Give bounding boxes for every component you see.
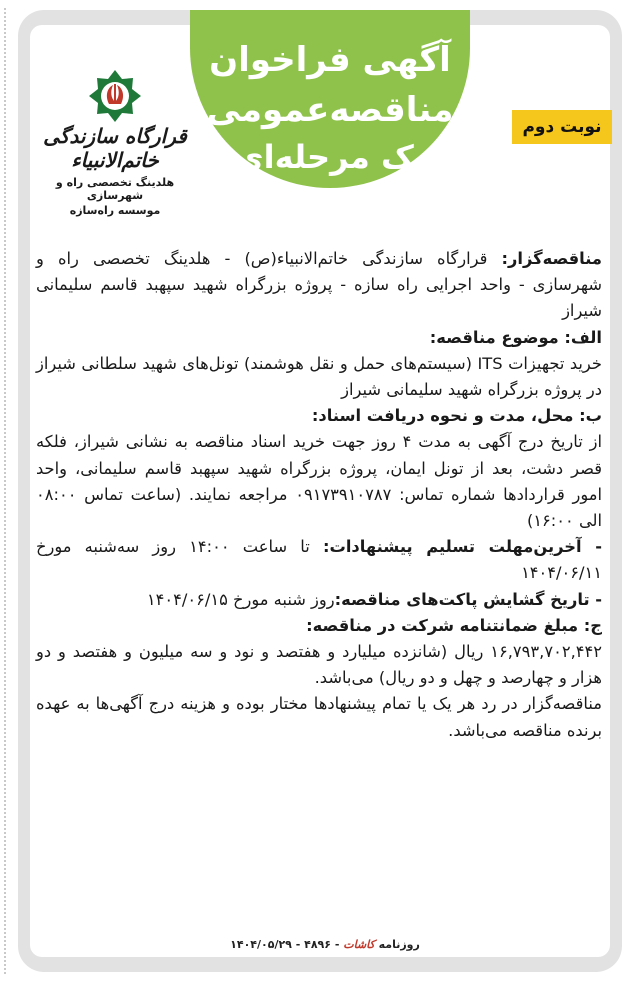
opening-paragraph	[36, 587, 602, 613]
emblem-icon	[87, 68, 143, 124]
title-line-1: آگهی فراخوان	[209, 40, 451, 80]
guarantee-text: ۱۶,۷۹۳,۷۰۲,۴۴۲ ریال (شانزده میلیارد و هفتصد و نود و سه میلیون و هفتصد و دو هزار و چهارصد و چهل و دو ریال) می‌باشد.	[36, 642, 602, 688]
deadline-paragraph	[36, 534, 602, 586]
organizer-text: قرارگاه سازندگی خاتم‌الانبیاء(ص) - هلدینگ تخصصی راه و شهرسازی - واحد اجرایی راه سازه - پروژه بزرگراه شهید سپهبد قاسم سلیمانی شیراز	[36, 249, 602, 321]
logo-subtitle-1: هلدینگ تخصصی راه و شهرسازی	[55, 176, 175, 202]
place-text: از تاریخ درج آگهی به مدت ۴ روز جهت خرید اسناد مناقصه به نشانی شیراز، فلکه قصر دشت، بعد از تونل ایمان، پروژه بزرگراه شهید سپهبد قاسم سلیمانی، واحد امور قراردادها شماره تماس: ۰۹۱۷۳۹۱۰۷۸۷ مراجعه نمایند. (ساعت تماس ۰۸:۰۰ الی ۱۶:۰۰)	[36, 432, 602, 531]
subject-text: خرید تجهیزات ITS (سیستم‌های حمل و نقل هوشمند) تونل‌های شهید سلطانی شیراز در پروژه بزرگراه شهید سلیمانی شیراز	[36, 353, 602, 400]
organizer-paragraph	[36, 246, 602, 325]
place-heading: ب: محل، مدت و نحوه دریافت اسناد:	[311, 406, 602, 426]
logo-script: قرارگاه سازندگی خاتم‌الانبیاء	[43, 124, 187, 172]
title-line-3: یک مرحله‌ای	[234, 138, 426, 176]
opening-text: روز شنبه مورخ ۱۴۰۴/۰۶/۱۵	[146, 589, 335, 609]
deadline-text: تا ساعت ۱۴:۰۰ روز سه‌شنبه مورخ ۱۴۰۴/۰۶/۱۱	[36, 537, 602, 583]
logo-subtitle-2: موسسه راه‌سازه	[69, 204, 161, 217]
organization-logo	[40, 60, 190, 217]
organizer-label: مناقصه‌گزار:	[501, 249, 602, 268]
subject-heading: الف: موضوع مناقصه:	[429, 327, 602, 347]
title-banner	[190, 10, 470, 188]
footer-prefix: روزنامه	[378, 938, 420, 951]
closing-text: مناقصه‌گزار در رد هر یک یا تمام پیشنهادها مختار بوده و هزینه درج آگهی‌ها به عهده برنده مناقصه می‌باشد.	[36, 694, 602, 740]
publication-footer	[210, 938, 440, 951]
guarantee-heading: ج: مبلغ ضمانتنامه شرکت در مناقصه:	[306, 615, 602, 635]
title-line-2: مناقصه‌عمومی	[206, 90, 454, 130]
deadline-label: - آخرین‌مهلت تسلیم پیشنهادات:	[322, 537, 602, 557]
round-badge: نوبت دوم	[512, 110, 612, 144]
newspaper-name: کاشات	[343, 938, 375, 951]
footer-ref: - ۴۸۹۶ - ۱۴۰۴/۰۵/۲۹	[230, 938, 340, 951]
opening-label: - تاریخ گشایش پاکت‌های مناقصه:	[334, 589, 602, 609]
ad-body	[36, 246, 602, 744]
cut-line	[4, 8, 8, 974]
